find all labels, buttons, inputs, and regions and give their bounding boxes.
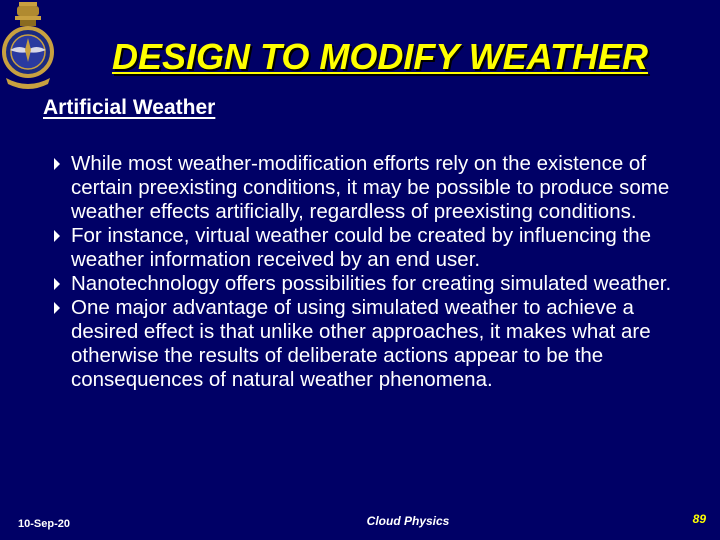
bullet-item xyxy=(50,296,700,392)
slide-subtitle: Artificial Weather xyxy=(43,96,216,119)
footer-title: Cloud Physics xyxy=(366,514,450,528)
triangle-bullet-icon xyxy=(54,158,60,170)
bullet-text: Nanotechnology offers possibilities for creating simulated weather. xyxy=(71,272,672,295)
bullet-item xyxy=(50,152,700,224)
bullet-text: While most weather-modification efforts rely on the existence of certain preexisting conditions, it may be possible to produce some weather effects artificially, regardless of preexisting conditions. xyxy=(71,152,670,223)
bullet-item xyxy=(50,272,700,296)
triangle-bullet-icon xyxy=(54,302,60,314)
page-number: 89 xyxy=(692,512,706,526)
footer-date: 10-Sep-20 xyxy=(18,518,70,530)
triangle-bullet-icon xyxy=(54,278,60,290)
slide-title: DESIGN TO MODIFY WEATHER xyxy=(111,36,649,77)
bullet-text: One major advantage of using simulated weather to achieve a desired effect is that unlike other approaches, it makes what are otherwise the results of deliberate actions appear to be the consequences of natural weather phenomena. xyxy=(71,296,651,391)
bullet-text: For instance, virtual weather could be created by influencing the weather information received by an end user. xyxy=(71,224,652,271)
bullet-item xyxy=(50,224,700,272)
triangle-bullet-icon xyxy=(54,230,60,242)
bullet-list xyxy=(50,152,700,392)
